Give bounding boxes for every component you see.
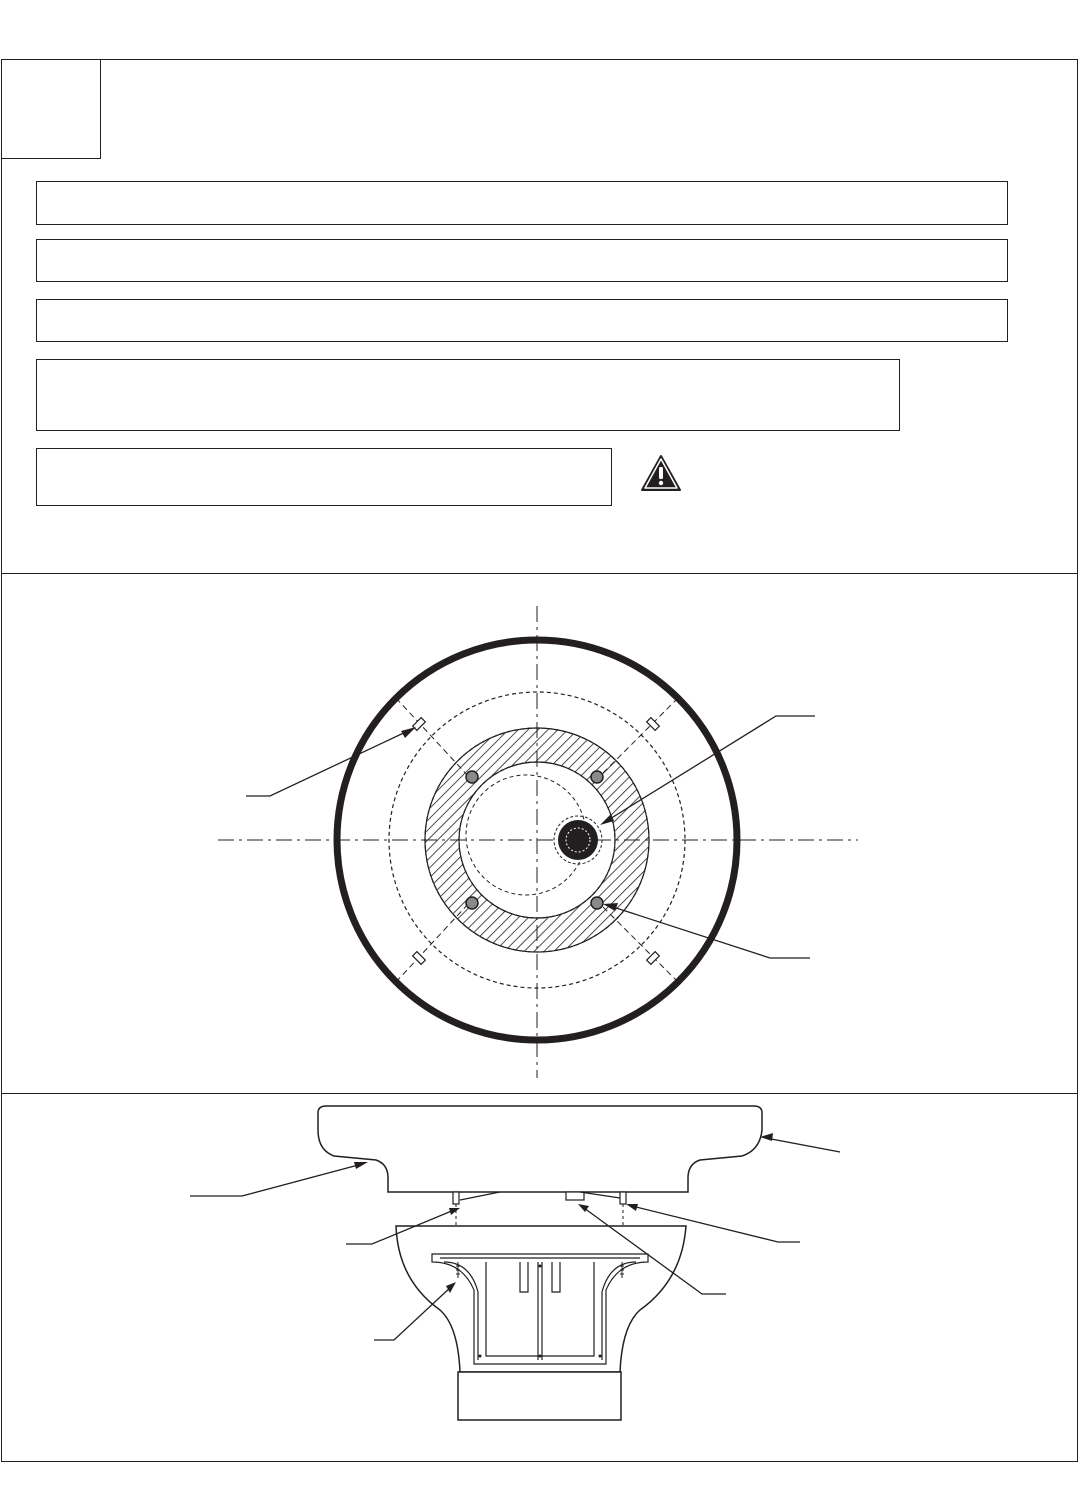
center-connector [566, 1192, 584, 1200]
instruction-box-2 [36, 239, 1008, 282]
mounting-ring-hatch [300, 600, 780, 1080]
screw-se [591, 897, 603, 909]
divider-top [1, 573, 1078, 574]
warning-triangle-icon [640, 454, 682, 494]
instruction-box-3 [36, 299, 1008, 342]
screw-sw [466, 897, 478, 909]
divider-bottom [1, 1093, 1078, 1094]
base-housing [396, 1226, 686, 1372]
screw-nw [466, 771, 478, 783]
screw-ne [591, 771, 603, 783]
step-number-box [1, 59, 101, 159]
instruction-box-4 [36, 359, 900, 431]
wire-hole [558, 820, 598, 860]
fixture-body [318, 1106, 762, 1192]
instruction-box-1 [36, 181, 1008, 225]
callout-body-left-line [190, 1164, 362, 1196]
callout-pin-right-arrow [626, 1204, 638, 1211]
callout-pin-left-arrow [449, 1208, 460, 1215]
side-view-diagram [0, 1095, 1080, 1462]
top-view-diagram [0, 575, 1080, 1093]
base-block [458, 1372, 621, 1420]
instruction-box-5 [36, 448, 612, 506]
pin-left [453, 1192, 459, 1204]
callout-body-left-arrow [354, 1162, 368, 1169]
callout-body-right-line [766, 1138, 840, 1152]
pin-right [620, 1192, 626, 1204]
